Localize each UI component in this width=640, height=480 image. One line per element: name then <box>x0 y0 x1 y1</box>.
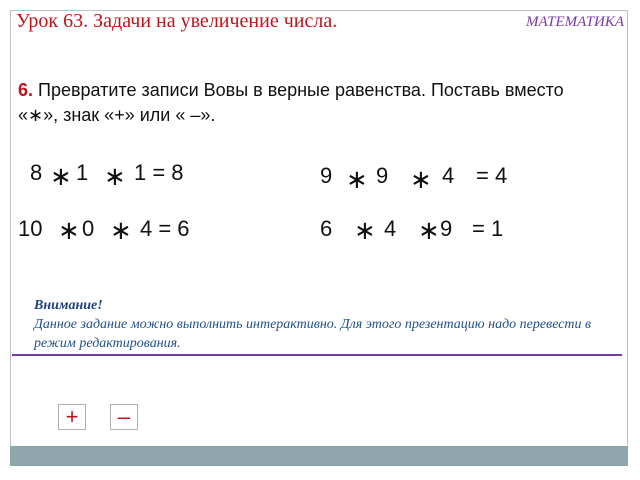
equation-4-term-3: 9 <box>440 216 453 241</box>
equation-2-term-1: 9 <box>320 163 333 188</box>
bottom-bar <box>10 446 628 466</box>
equation-2-result: = 4 <box>476 163 508 188</box>
page-title: Урок 63. Задачи на увеличение числа. <box>16 10 338 32</box>
equation-2-term-2: 9 <box>376 163 389 188</box>
equation-1-slot-2[interactable]: ∗ <box>104 162 126 192</box>
task-text: Превратите записи Вовы в верные равенства. Поставь вместо «∗», знак «+» или « –». <box>18 80 564 125</box>
equation-3-result: 4 = 6 <box>140 216 190 241</box>
equation-3-term-1: 10 <box>18 216 43 241</box>
equation-2-term-3: 4 <box>442 163 455 188</box>
equation-1-term-1: 8 <box>30 160 43 185</box>
equation-3-slot-1[interactable]: ∗ <box>58 216 80 246</box>
equation-1-term-2: 1 <box>76 160 89 185</box>
minus-sign-button[interactable]: – <box>110 404 138 430</box>
equation-1-result: 1 = 8 <box>134 160 184 185</box>
equation-4-result: = 1 <box>472 216 504 241</box>
subject-label: МАТЕМАТИКА <box>526 14 624 30</box>
equation-4-slot-2[interactable]: ∗ <box>418 216 440 246</box>
attention-text: Данное задание можно выполнить интерактивно. Для этого презентацию надо перевести в режим редактирования. <box>34 317 592 351</box>
task-number: 6. <box>18 80 34 100</box>
equation-2-slot-2[interactable]: ∗ <box>410 165 432 195</box>
task-instruction <box>18 78 608 128</box>
attention-note <box>34 296 614 353</box>
equation-2-slot-1[interactable]: ∗ <box>346 165 368 195</box>
equation-4-term-2: 4 <box>384 216 397 241</box>
equation-4-slot-1[interactable]: ∗ <box>354 216 376 246</box>
attention-heading: Внимание! <box>34 298 103 313</box>
equation-3-term-2: 0 <box>82 216 95 241</box>
equation-4-term-1: 6 <box>320 216 333 241</box>
plus-sign-button[interactable]: + <box>58 404 86 430</box>
equation-1-slot-1[interactable]: ∗ <box>50 162 72 192</box>
equation-3-slot-2[interactable]: ∗ <box>110 216 132 246</box>
divider <box>12 354 622 356</box>
